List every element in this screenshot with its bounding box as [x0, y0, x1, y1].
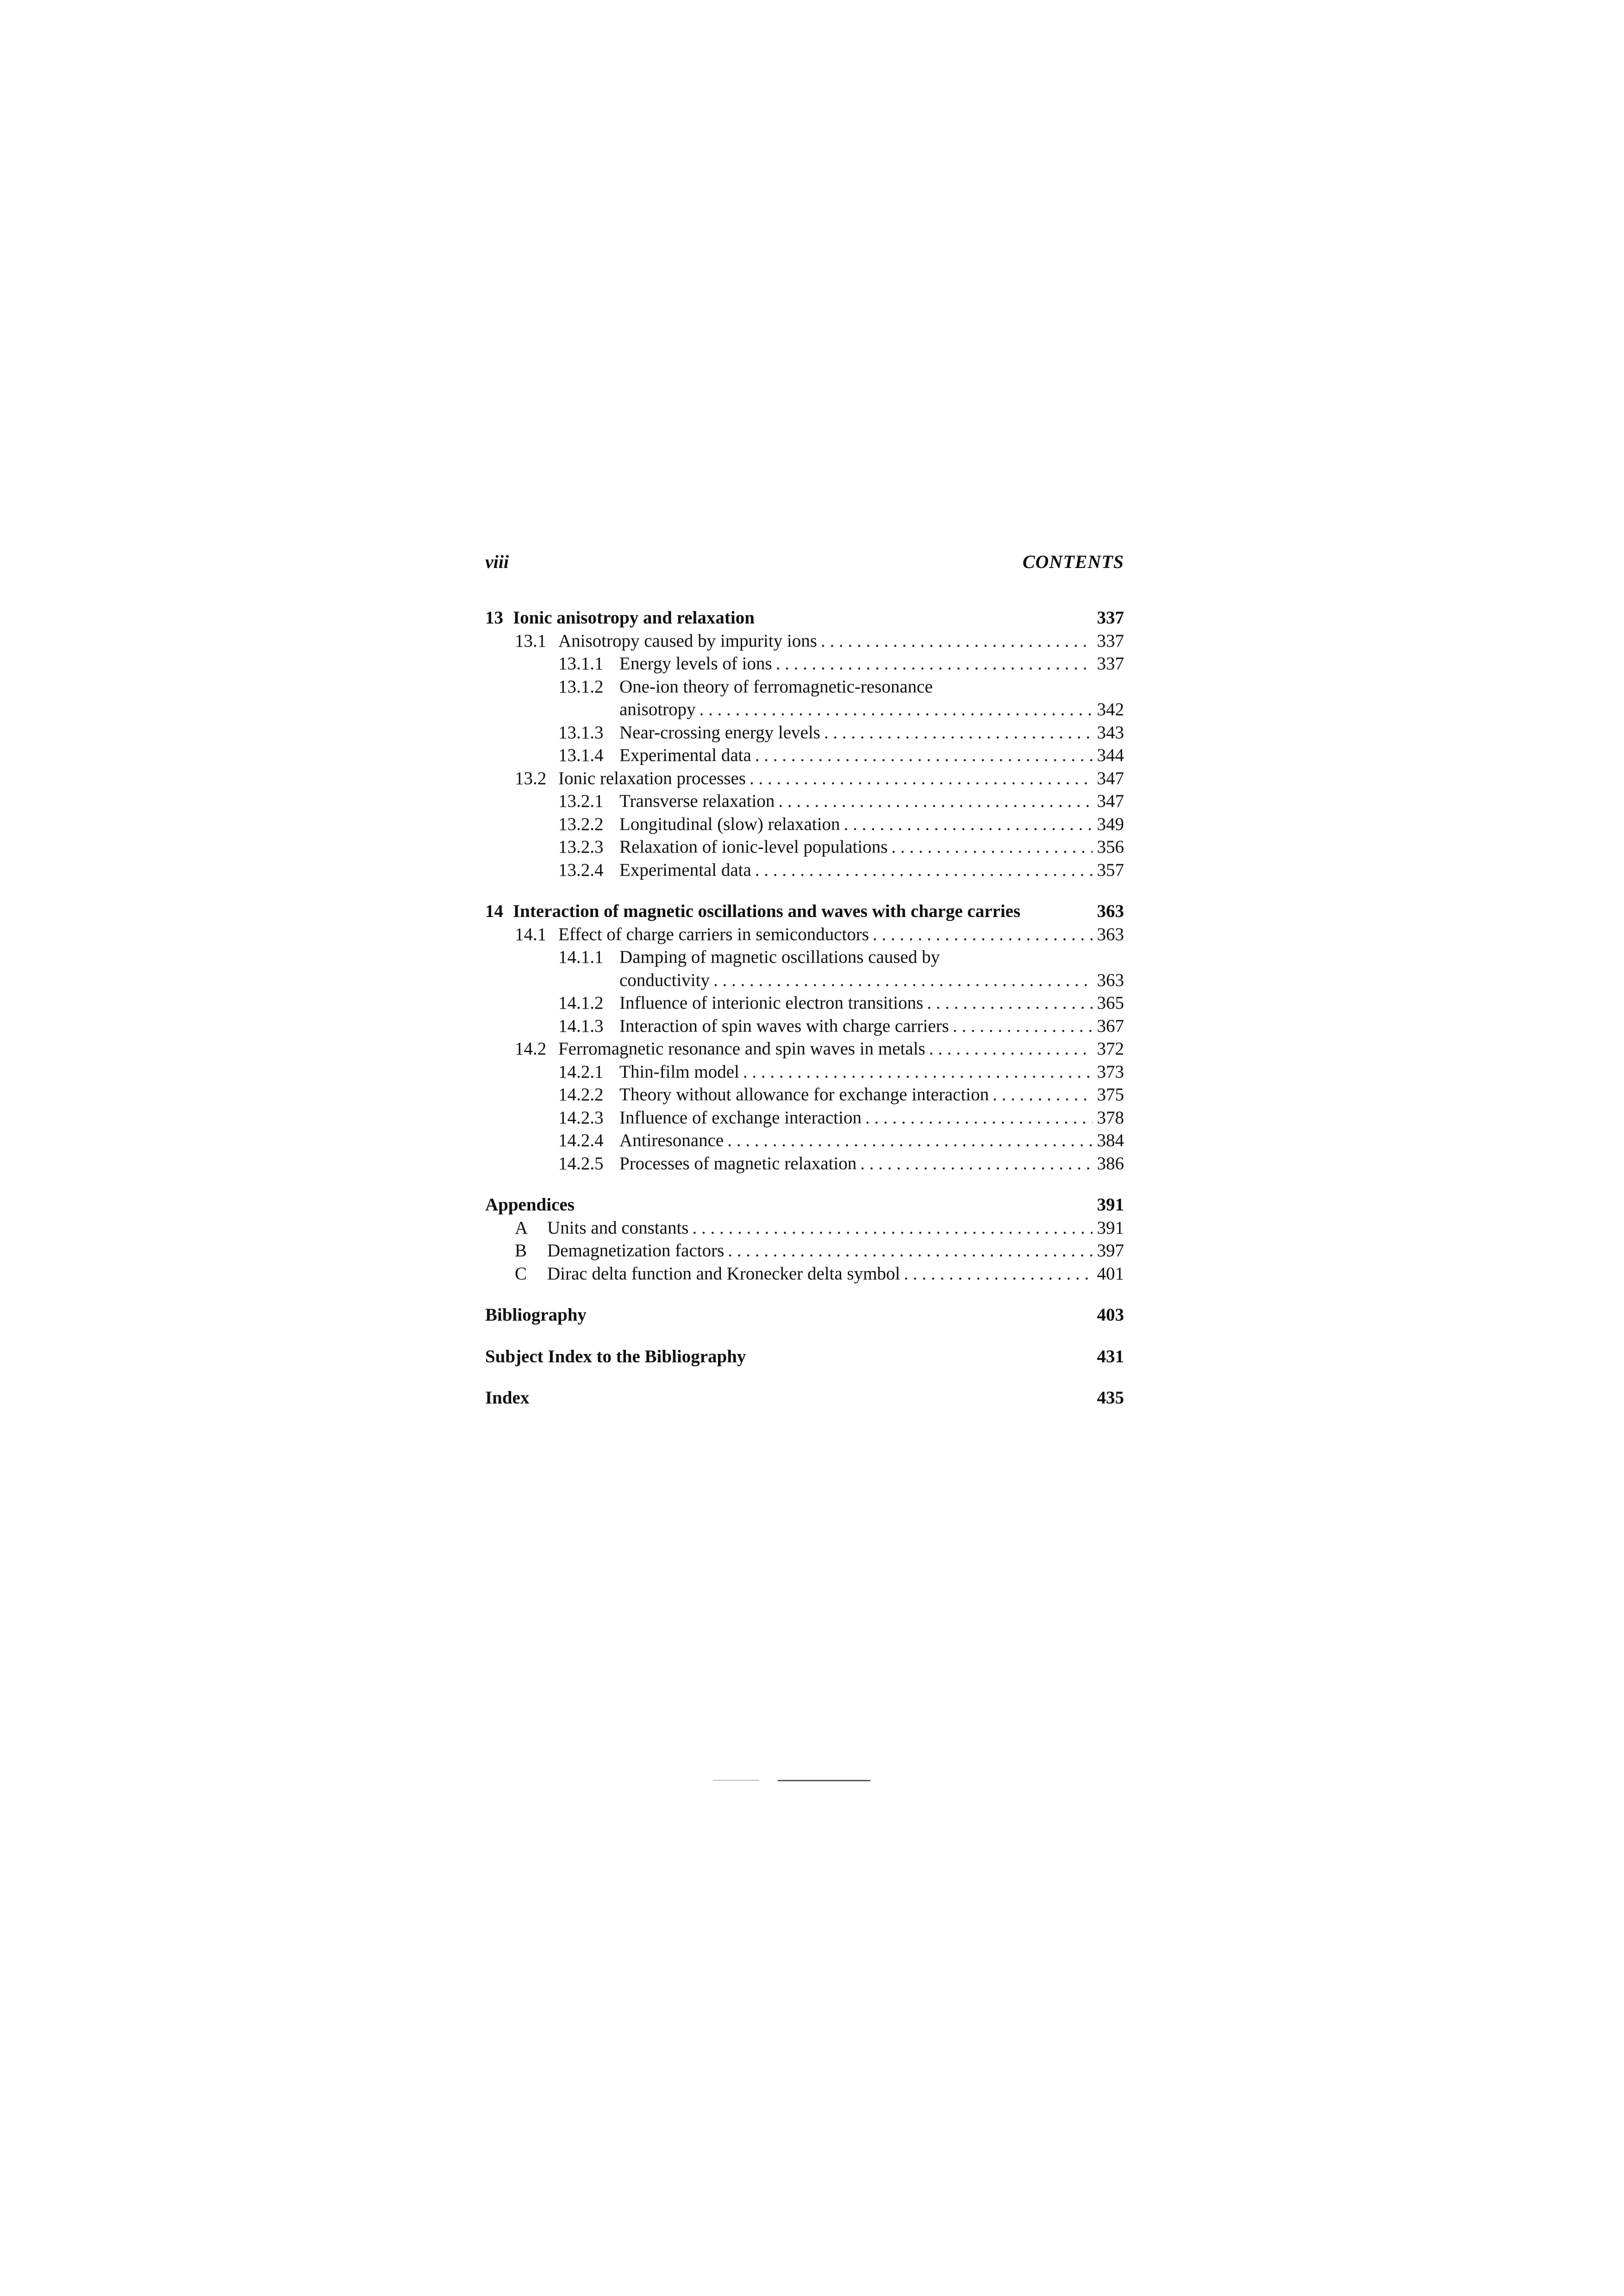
- subsection-entry[interactable]: [485, 744, 1124, 767]
- leader-dots: [778, 790, 1093, 813]
- subsection-title: Energy levels of ions: [619, 654, 772, 674]
- subsection-entry[interactable]: [485, 1061, 1124, 1084]
- appendix-page: 401: [1097, 1263, 1124, 1284]
- subsection-number: 13.2.2: [558, 814, 604, 834]
- appendices-title: Appendices: [485, 1195, 575, 1215]
- section-title: Ionic relaxation processes: [558, 768, 746, 788]
- subsection-title: One-ion theory of ferromagnetic-resonance: [619, 676, 933, 697]
- spacer: [485, 1327, 1124, 1345]
- subsection-entry[interactable]: [485, 1083, 1124, 1106]
- subsection-entry[interactable]: [485, 946, 1124, 969]
- subsection-title: Damping of magnetic oscillations caused by: [619, 947, 940, 967]
- subsection-title: Thin-film model: [619, 1061, 739, 1082]
- subsection-page: 343: [1097, 722, 1124, 742]
- leader-dots: [929, 1037, 1093, 1061]
- subsection-title: Influence of exchange interaction: [619, 1107, 862, 1128]
- appendix-letter: C: [515, 1263, 527, 1284]
- subsection-entry[interactable]: [485, 1152, 1124, 1175]
- subsection-title-continued: conductivity: [619, 970, 710, 990]
- leader-dots: [743, 1061, 1093, 1084]
- subsection-page: 344: [1097, 745, 1124, 765]
- subsection-number: 13.1.3: [558, 722, 604, 742]
- leader-dots: [891, 836, 1093, 859]
- leader-dots: [821, 630, 1093, 653]
- subsection-number: 14.2.1: [558, 1061, 604, 1082]
- appendix-title: Units and constants: [547, 1217, 689, 1238]
- subsection-number: 14.2.2: [558, 1085, 604, 1104]
- subsection-page: 342: [1097, 699, 1124, 719]
- subsection-entry[interactable]: [485, 652, 1124, 675]
- toc-page: [485, 551, 1124, 1410]
- index-page: 435: [1097, 1388, 1124, 1408]
- appendix-page: 391: [1097, 1217, 1124, 1238]
- subsection-page: 373: [1097, 1061, 1124, 1082]
- subsection-number: 13.1.4: [558, 745, 604, 765]
- subsection-title: Experimental data: [619, 860, 751, 880]
- leader-dots: [860, 1152, 1093, 1175]
- subsection-title: Antiresonance: [619, 1130, 724, 1150]
- subsection-page: 384: [1097, 1130, 1124, 1150]
- section-number: 14.1: [515, 924, 547, 944]
- subsection-entry-continuation[interactable]: [485, 969, 1124, 992]
- leader-dots: [844, 813, 1093, 836]
- subject-index-entry[interactable]: [485, 1345, 1124, 1368]
- subsection-title: Relaxation of ionic-level populations: [619, 837, 888, 857]
- subsection-number: 14.2.4: [558, 1130, 604, 1150]
- section-page: 337: [1097, 630, 1124, 651]
- subsection-title: Experimental data: [619, 745, 751, 765]
- appendix-title: Demagnetization factors: [547, 1241, 725, 1260]
- section-page: 372: [1097, 1039, 1124, 1059]
- leader-dots: [865, 1106, 1093, 1129]
- section-entry[interactable]: [485, 1037, 1124, 1061]
- subsection-page: 357: [1097, 860, 1124, 880]
- appendix-letter: B: [515, 1241, 527, 1260]
- leader-dots: [776, 652, 1093, 675]
- running-header: [485, 551, 1124, 579]
- subsection-page: 378: [1097, 1107, 1124, 1128]
- leader-dots: [904, 1262, 1093, 1285]
- subsection-entry[interactable]: [485, 992, 1124, 1015]
- subsection-number: 14.2.3: [558, 1107, 604, 1128]
- section-page: 363: [1097, 924, 1124, 944]
- chapter-title: Interaction of magnetic oscillations and waves with charge carries: [513, 901, 1021, 921]
- subsection-number: 13.1.2: [558, 676, 604, 697]
- leader-dots: [750, 767, 1093, 790]
- subsection-title: Processes of magnetic relaxation: [619, 1153, 857, 1173]
- page-number: viii: [485, 551, 509, 572]
- subsection-number: 13.2.3: [558, 837, 604, 857]
- index-entry[interactable]: [485, 1386, 1124, 1410]
- scan-artifact-line: [778, 1780, 870, 1781]
- subsection-entry[interactable]: [485, 1129, 1124, 1152]
- appendix-page: 397: [1097, 1241, 1124, 1260]
- section-title: Ferromagnetic resonance and spin waves in metals: [558, 1039, 925, 1059]
- subsection-title: Near-crossing energy levels: [619, 722, 820, 742]
- running-title: CONTENTS: [1022, 551, 1124, 572]
- section-number: 13.1: [515, 630, 547, 651]
- scan-artifact-line: [713, 1780, 759, 1781]
- subsection-title-continued: anisotropy: [619, 699, 696, 719]
- subsection-page: 363: [1097, 970, 1124, 990]
- subsection-number: 13.2.4: [558, 860, 604, 880]
- appendices-page: 391: [1097, 1195, 1124, 1215]
- subsection-entry[interactable]: [485, 1106, 1124, 1129]
- subsection-entry[interactable]: [485, 1015, 1124, 1038]
- leader-dots: [824, 721, 1093, 744]
- subsection-title: Influence of interionic electron transitions: [619, 993, 924, 1013]
- chapter-entry[interactable]: [485, 606, 1124, 630]
- subsection-number: 14.1.1: [558, 947, 604, 967]
- bibliography-page: 403: [1097, 1305, 1124, 1325]
- section-number: 13.2: [515, 768, 547, 788]
- subsection-page: 386: [1097, 1153, 1124, 1173]
- chapter-page: 363: [1097, 901, 1124, 921]
- subsection-entry[interactable]: [485, 859, 1124, 882]
- bibliography-title: Bibliography: [485, 1305, 587, 1325]
- leader-dots: [953, 1015, 1093, 1038]
- subsection-entry[interactable]: [485, 675, 1124, 699]
- subsection-entry-continuation[interactable]: [485, 698, 1124, 721]
- section-entry[interactable]: [485, 767, 1124, 790]
- subsection-page: 365: [1097, 993, 1124, 1013]
- subsection-entry[interactable]: [485, 790, 1124, 813]
- subsection-page: 347: [1097, 791, 1124, 811]
- subject-index-page: 431: [1097, 1346, 1124, 1366]
- subsection-page: 349: [1097, 814, 1124, 834]
- subsection-page: 367: [1097, 1016, 1124, 1036]
- leader-dots: [755, 744, 1093, 767]
- section-entry[interactable]: [485, 923, 1124, 946]
- appendix-entry[interactable]: [485, 1239, 1124, 1262]
- appendix-entry[interactable]: [485, 1262, 1124, 1285]
- spacer: [485, 1285, 1124, 1304]
- leader-dots: [728, 1239, 1093, 1262]
- appendix-letter: A: [515, 1217, 528, 1238]
- section-title: Effect of charge carriers in semiconductors: [558, 924, 869, 944]
- subsection-number: 14.2.5: [558, 1153, 604, 1173]
- subject-index-title: Subject Index to the Bibliography: [485, 1346, 746, 1366]
- table-of-contents: [485, 606, 1124, 1410]
- subsection-entry[interactable]: [485, 721, 1124, 744]
- leader-dots: [700, 698, 1093, 721]
- leader-dots: [873, 923, 1093, 946]
- appendix-title: Dirac delta function and Kronecker delta symbol: [547, 1263, 900, 1284]
- leader-dots: [993, 1083, 1093, 1106]
- section-number: 14.2: [515, 1039, 547, 1059]
- subsection-title: Theory without allowance for exchange interaction: [619, 1085, 989, 1104]
- chapter-number: 13: [485, 608, 503, 628]
- subsection-page: 337: [1097, 654, 1124, 674]
- subsection-title: Transverse relaxation: [619, 791, 775, 811]
- subsection-page: 375: [1097, 1085, 1124, 1104]
- subsection-number: 13.1.1: [558, 654, 604, 674]
- spacer: [485, 1368, 1124, 1386]
- appendices-entry[interactable]: [485, 1193, 1124, 1217]
- section-title: Anisotropy caused by impurity ions: [558, 630, 817, 651]
- chapter-number: 14: [485, 901, 503, 921]
- subsection-number: 14.1.2: [558, 993, 604, 1013]
- subsection-title: Interaction of spin waves with charge carriers: [619, 1016, 949, 1036]
- subsection-entry[interactable]: [485, 836, 1124, 859]
- subsection-title: Longitudinal (slow) relaxation: [619, 814, 840, 834]
- bibliography-entry[interactable]: [485, 1304, 1124, 1327]
- leader-dots: [927, 992, 1093, 1015]
- subsection-number: 14.1.3: [558, 1016, 604, 1036]
- spacer: [485, 881, 1124, 900]
- leader-dots: [692, 1217, 1093, 1240]
- section-page: 347: [1097, 768, 1124, 788]
- leader-dots: [713, 969, 1093, 992]
- spacer: [485, 1175, 1124, 1193]
- subsection-number: 13.2.1: [558, 791, 604, 811]
- chapter-entry[interactable]: [485, 900, 1124, 923]
- subsection-page: 356: [1097, 837, 1124, 857]
- index-title: Index: [485, 1388, 530, 1408]
- chapter-page: 337: [1097, 608, 1124, 628]
- leader-dots: [727, 1129, 1093, 1152]
- appendix-entry[interactable]: [485, 1217, 1124, 1240]
- leader-dots: [755, 859, 1093, 882]
- section-entry[interactable]: [485, 630, 1124, 653]
- chapter-title: Ionic anisotropy and relaxation: [513, 608, 755, 628]
- subsection-entry[interactable]: [485, 813, 1124, 836]
